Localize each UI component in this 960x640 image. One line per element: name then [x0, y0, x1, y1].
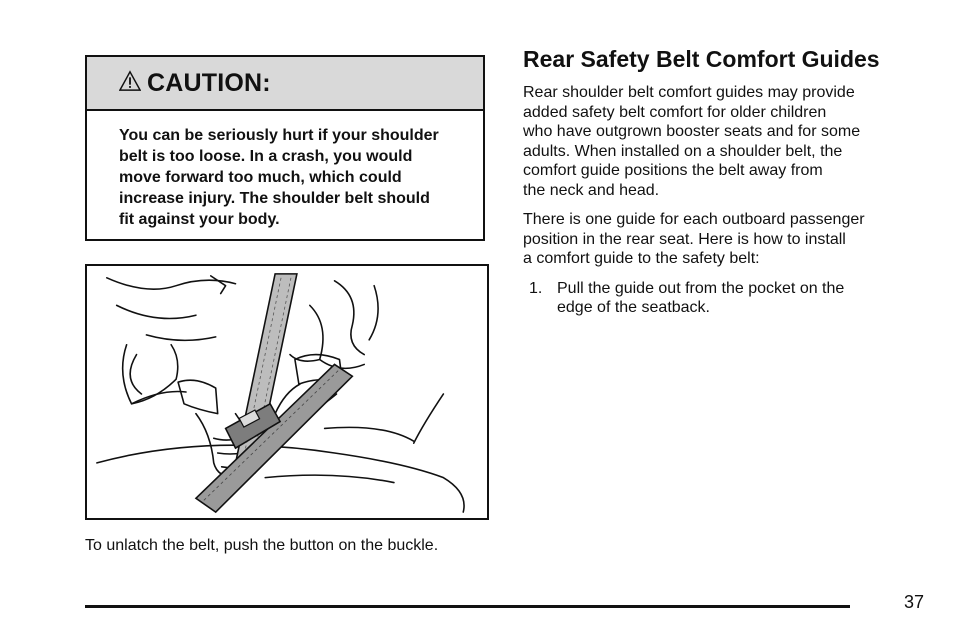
- step-line: edge of the seatback.: [557, 299, 710, 316]
- paragraph-line: adults. When installed on a shoulder belt, the: [523, 142, 843, 160]
- caution-text: [119, 125, 465, 230]
- paragraph-line: Rear shoulder belt comfort guides may provide: [523, 84, 855, 101]
- step-item: [529, 279, 923, 318]
- section-paragraph-2: [523, 210, 923, 269]
- paragraph-line: position in the rear seat. Here is how to install: [523, 230, 846, 248]
- caution-title: CAUTION:: [147, 68, 271, 97]
- warning-triangle-icon: [119, 70, 141, 92]
- caution-line: move forward too much, which could: [119, 169, 402, 186]
- comfort-guides-section: [523, 45, 923, 318]
- paragraph-line: the neck and head.: [523, 181, 660, 199]
- paragraph-line: added safety belt comfort for older children: [523, 103, 827, 121]
- caution-line: belt is too loose. In a crash, you would: [119, 148, 413, 165]
- step-line: Pull the guide out from the pocket on the: [557, 279, 845, 297]
- section-title: Rear Safety Belt Comfort Guides: [523, 46, 880, 72]
- step-text: [557, 279, 844, 318]
- caution-box: [85, 55, 485, 241]
- seatbelt-illustration-frame: [85, 264, 489, 520]
- caution-line: increase injury. The shoulder belt should: [119, 190, 430, 207]
- step-number: 1.: [529, 279, 543, 297]
- paragraph-line: a comfort guide to the safety belt:: [523, 250, 760, 267]
- seatbelt-buckle-illustration: [87, 266, 487, 518]
- caution-line: You can be seriously hurt if your shoulder: [119, 127, 439, 144]
- paragraph-line: comfort guide positions the belt away from: [523, 162, 823, 179]
- footer-rule: [85, 605, 850, 608]
- caution-header: [87, 57, 483, 111]
- unlatch-instruction: To unlatch the belt, push the button on the buckle.: [85, 537, 439, 554]
- section-paragraph-1: [523, 83, 923, 200]
- paragraph-line: There is one guide for each outboard passenger: [523, 211, 865, 228]
- paragraph-line: who have outgrown booster seats and for some: [523, 123, 861, 140]
- caution-line: fit against your body.: [119, 211, 280, 228]
- page-number: 37: [903, 592, 924, 612]
